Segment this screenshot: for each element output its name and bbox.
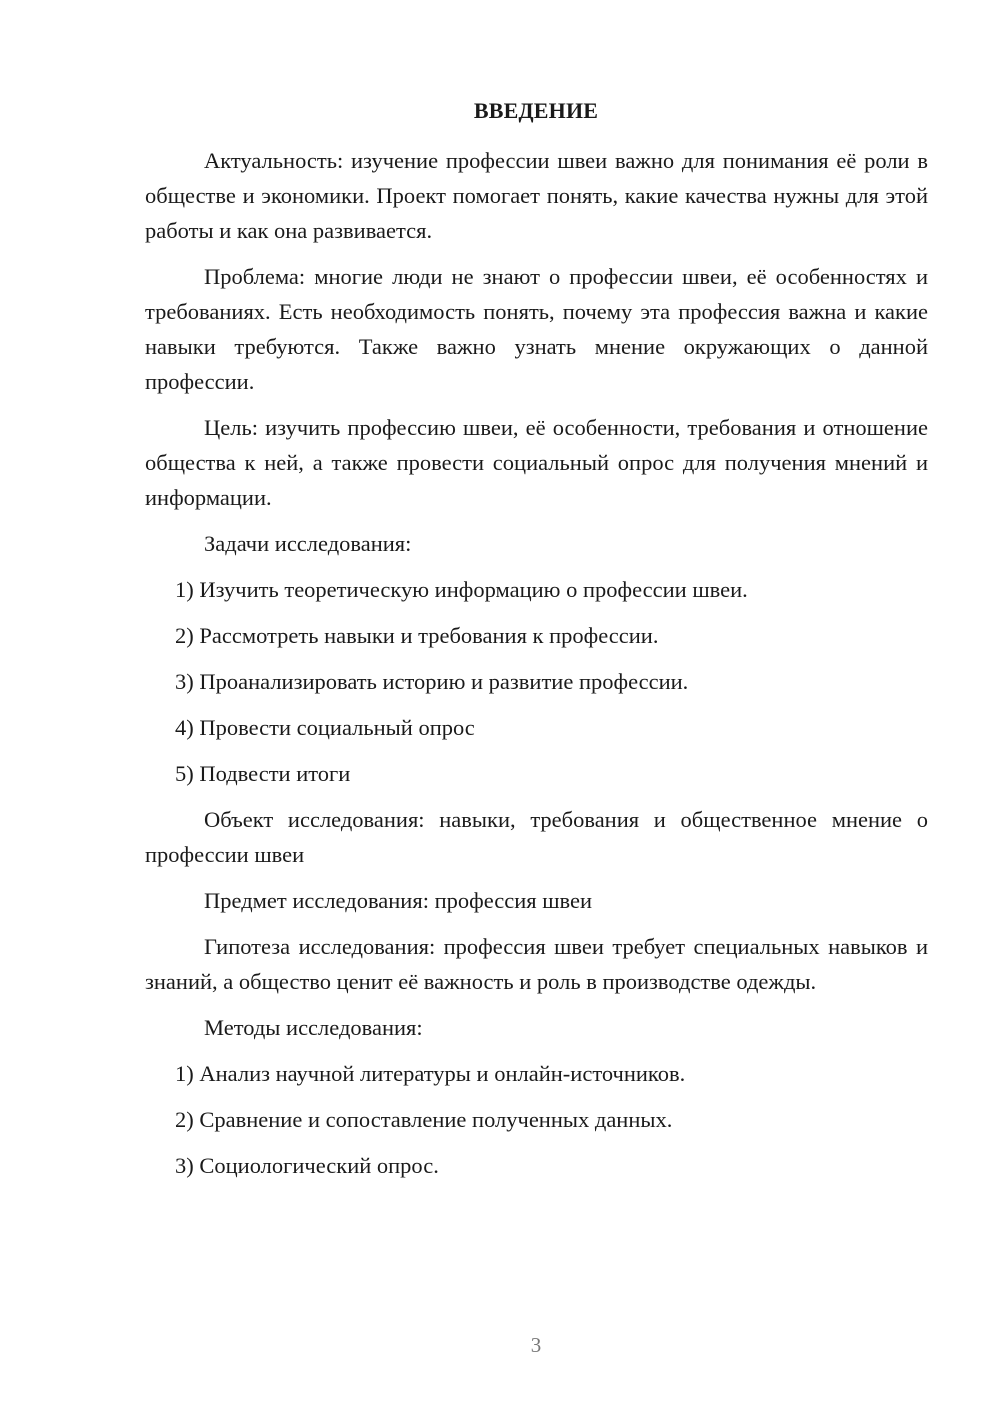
goal-paragraph: Цель: изучить профессию швеи, её особенности, требования и отношение общества к ней, а также провести социальный опрос для получения мнений и информации. xyxy=(145,415,928,510)
subject-paragraph: Предмет исследования: профессия швеи xyxy=(204,888,593,913)
list-item: 4) Провести социальный опрос xyxy=(175,715,475,740)
relevance-paragraph: Актуальность: изучение профессии швеи важно для понимания её роли в обществе и экономики. Проект помогает понять, какие качества нужны для этой работы и как она развивается. xyxy=(145,148,928,243)
methods-heading: Методы исследования: xyxy=(204,1015,423,1040)
list-item: 5) Подвести итоги xyxy=(175,761,351,786)
problem-paragraph: Проблема: многие люди не знают о профессии швеи, её особенностях и требованиях. Есть необходимость понять, почему эта профессия важна и какие навыки требуются. Также важно узнать мнение окружающих о данной профессии. xyxy=(145,264,928,394)
list-item: 2) Рассмотреть навыки и требования к профессии. xyxy=(175,623,659,648)
hypothesis-paragraph: Гипотеза исследования: профессия швеи требует специальных навыков и знаний, а общество ценит её важность и роль в производстве одежды. xyxy=(145,934,928,994)
list-item: 1) Анализ научной литературы и онлайн-источников. xyxy=(175,1061,686,1086)
object-paragraph: Объект исследования: навыки, требования и общественное мнение о профессии швеи xyxy=(145,807,928,867)
list-item: 3) Социологический опрос. xyxy=(175,1153,439,1178)
page-number: 3 xyxy=(530,1333,542,1357)
list-item: 2) Сравнение и сопоставление полученных данных. xyxy=(175,1107,673,1132)
list-item: 3) Проанализировать историю и развитие профессии. xyxy=(175,669,689,694)
tasks-heading: Задачи исследования: xyxy=(204,531,412,556)
document-body xyxy=(145,143,928,1194)
page-title: ВВЕДЕНИЕ xyxy=(473,98,599,123)
list-item: 1) Изучить теоретическую информацию о профессии швеи. xyxy=(175,577,748,602)
